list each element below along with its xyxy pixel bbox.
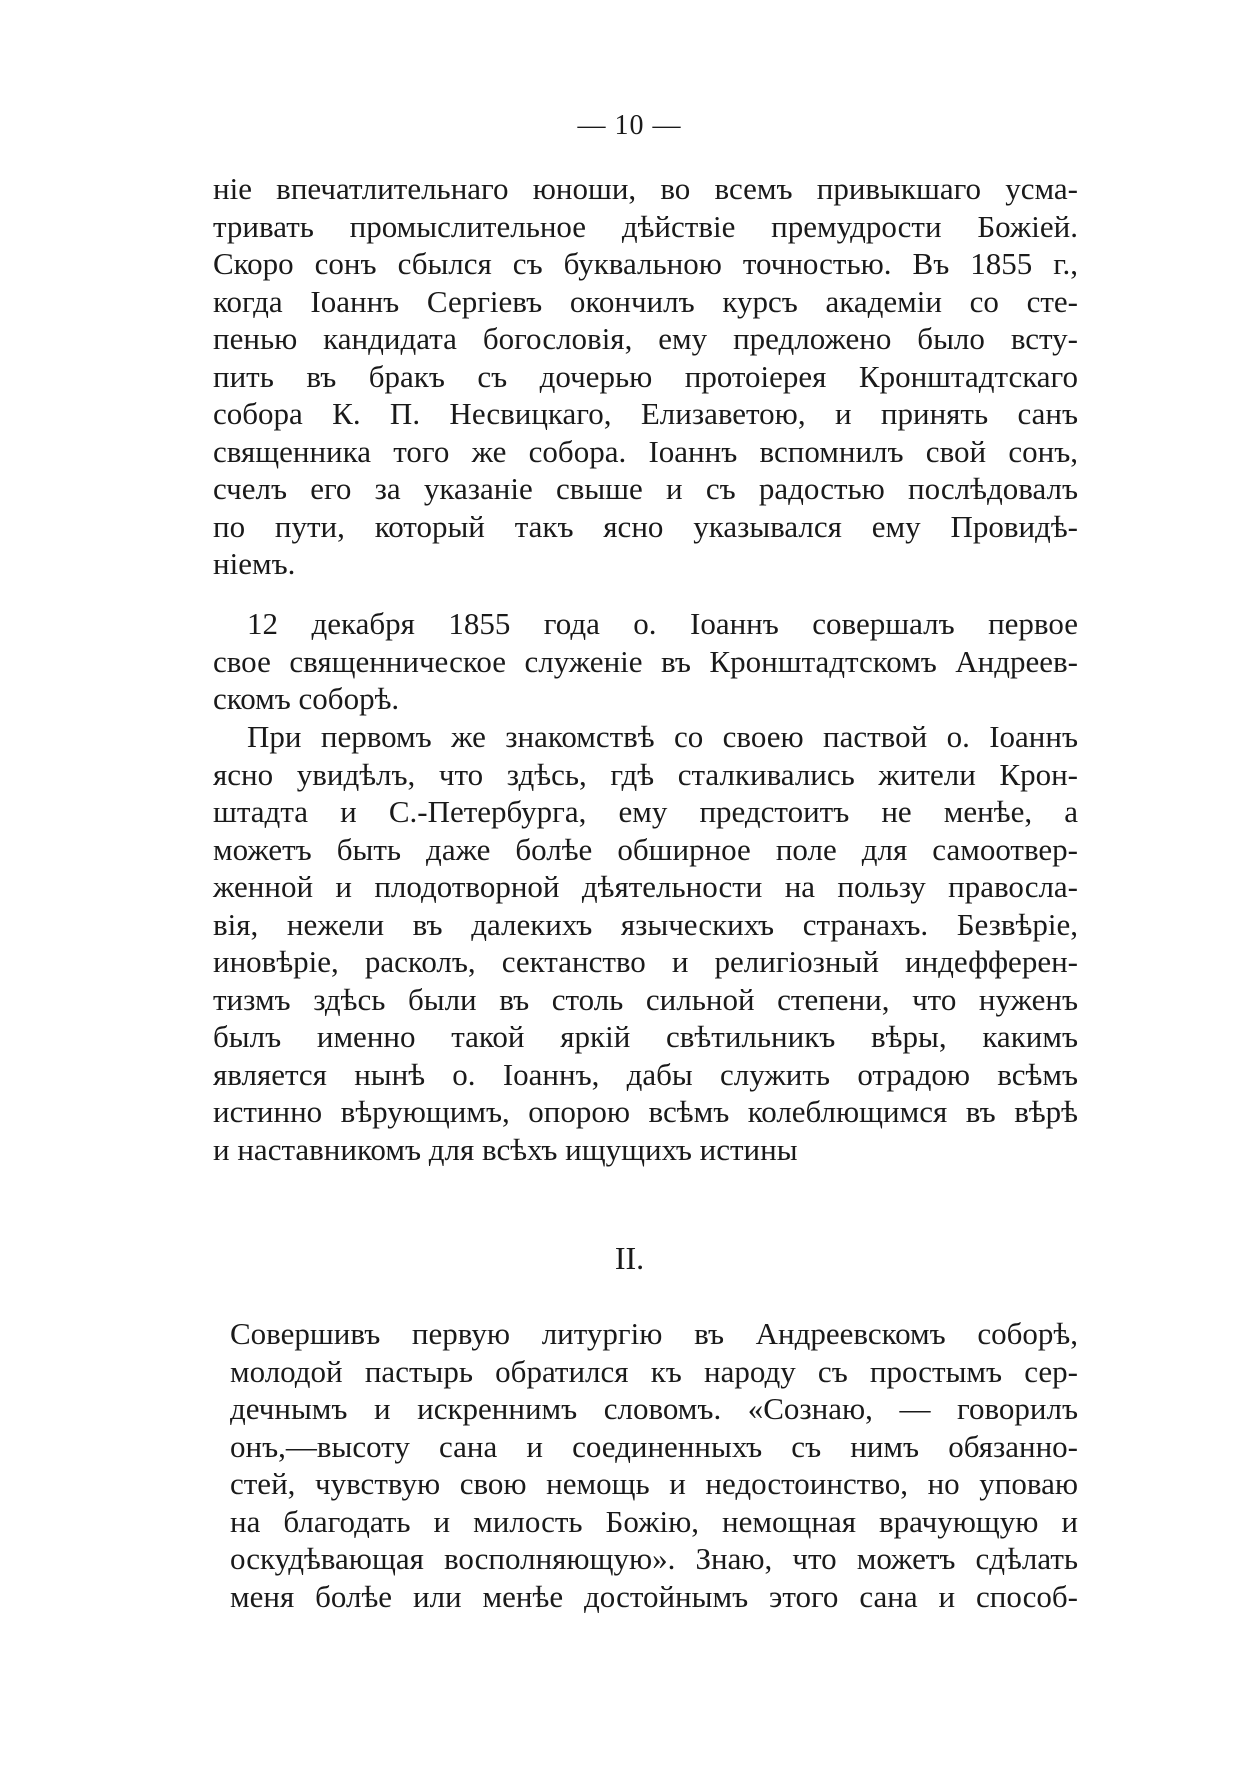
- text-line: дечнымъ и искреннимъ словомъ. «Сознаю, — говорилъ: [230, 1391, 1078, 1426]
- text-line: свое священническое служеніе въ Кронштадтскомъ Андреев-: [213, 643, 1078, 679]
- text-line: онъ,—высоту сана и соединенныхъ съ нимъ обязанно-: [230, 1428, 1078, 1464]
- text-line: Скоро сонъ сбылся съ буквальною точностью. Въ 1855 г.,: [213, 246, 1078, 281]
- text-line: собора К. П. Несвицкаго, Елизаветою, и принять санъ: [213, 396, 1078, 431]
- text-line: на благодать и милость Божію, немощная врачующую и: [230, 1503, 1078, 1539]
- text-line: 12 декабря 1855 года о. Іоаннъ совершалъ первое: [247, 606, 1078, 641]
- text-line: и наставникомъ для всѣхъ ищущихъ истины: [213, 1131, 798, 1167]
- paragraph-4: [230, 1315, 1078, 1615]
- text-line: вія, нежели въ далекихъ языческихъ странахъ. Безвѣріе,: [213, 906, 1078, 942]
- text-line: ніе впечатлительнаго юноши, во всемъ привыкшаго усма-: [213, 171, 1078, 206]
- text-line: можетъ быть даже болѣе обширное поле для самоотвер-: [213, 831, 1078, 867]
- text-line: ясно увидѣлъ, что здѣсь, гдѣ сталкивались жители Крон-: [213, 756, 1078, 792]
- paragraph-1: [213, 170, 1078, 583]
- text-line: При первомъ же знакомствѣ со своею паствой о. Іоаннъ: [247, 719, 1078, 754]
- text-line: женной и плодотворной дѣятельности на пользу правосла-: [213, 869, 1078, 904]
- section-heading: II.: [614, 1240, 645, 1276]
- text-line: пенью кандидата богословія, ему предложено было всту-: [213, 321, 1078, 356]
- text-line: молодой пастырь обратился къ народу съ простымъ сер-: [230, 1353, 1078, 1389]
- text-line: когда Іоаннъ Сергіевъ окончилъ курсъ академіи со сте-: [213, 283, 1078, 319]
- text-line: стей, чувствую свою немощь и недостоинство, но уповаю: [230, 1466, 1078, 1501]
- text-line: по пути, который такъ ясно указывался ему Провидѣ-: [213, 508, 1078, 544]
- text-line: иновѣріе, расколъ, сектанство и религіозный индефферен-: [213, 944, 1078, 979]
- paragraph-3: [213, 718, 1078, 1168]
- text-line: тривать промыслительное дѣйствіе премудрости Божіей.: [213, 208, 1078, 244]
- text-line: скомъ соборѣ.: [213, 681, 400, 716]
- page-number: — 10 —: [577, 110, 682, 141]
- text-line: счелъ его за указаніе свыше и съ радостью послѣдовалъ: [213, 471, 1078, 506]
- text-line: пить въ бракъ съ дочерью протоіерея Кронштадтскаго: [213, 358, 1078, 394]
- text-line: истинно вѣрующимъ, опорою всѣмъ колеблющимся въ вѣрѣ: [213, 1094, 1078, 1129]
- text-line: священника того же собора. Іоаннъ вспомнилъ свой сонъ,: [213, 433, 1078, 469]
- text-line: оскудѣвающая восполняющую». Знаю, что можетъ сдѣлать: [230, 1541, 1078, 1576]
- paragraph-2: [213, 605, 1078, 718]
- text-line: былъ именно такой яркій свѣтильникъ вѣры, какимъ: [213, 1019, 1078, 1054]
- text-line: тизмъ здѣсь были въ столь сильной степени, что нуженъ: [213, 981, 1078, 1017]
- text-line: меня болѣе или менѣе достойнымъ этого сана и способ-: [230, 1578, 1078, 1614]
- text-line: штадта и С.-Петербурга, ему предстоитъ не менѣе, а: [213, 794, 1078, 829]
- text-line: Совершивъ первую литургію въ Андреевскомъ соборѣ,: [230, 1316, 1078, 1351]
- text-line: ніемъ.: [213, 546, 296, 581]
- text-line: является нынѣ о. Іоаннъ, дабы служить отрадою всѣмъ: [213, 1056, 1078, 1092]
